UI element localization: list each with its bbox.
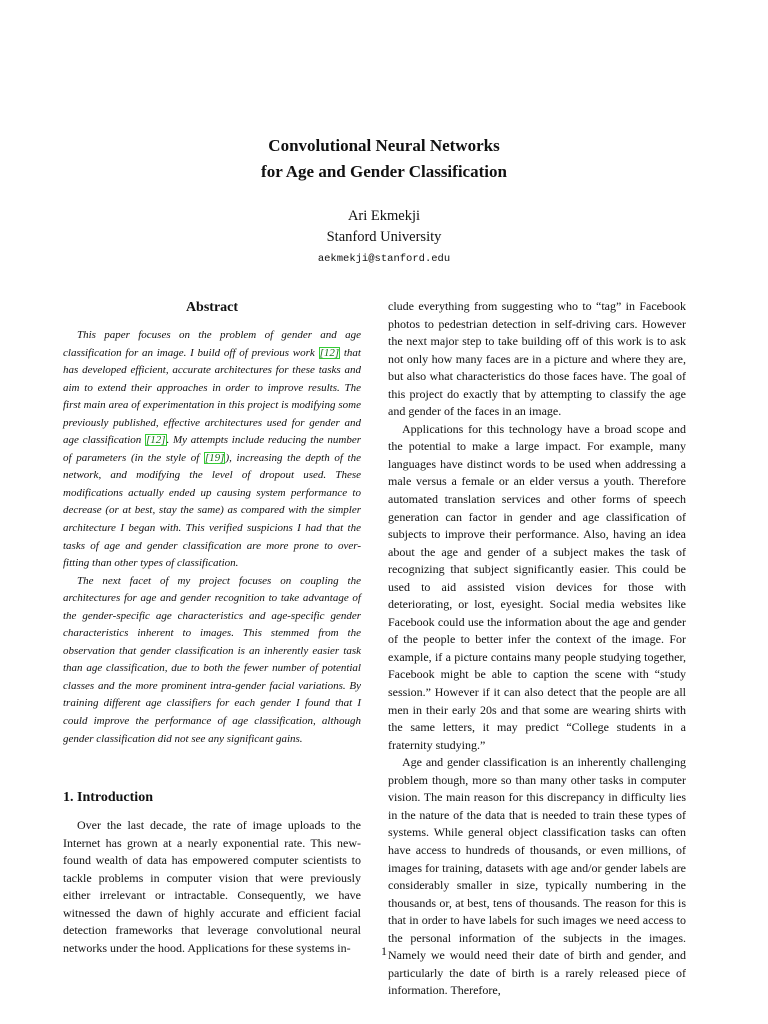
abstract-paragraph-1: This paper focuses on the problem of gender and age classification for an image. I build off of previous work [12] that has developed efficient, accurate architectures for these tasks and aim to extend their approaches in order to improve results. The first main area of experimentation in this project is modifying some previously published, effective architectures used for gender and age classification [12]. My attempts include reducing the number of parameters (in the style of [19]), increasing the depth of the network, and modifying the level of dropout used. These modifications actually ended up causing system performance to decrease (or at best, stay the same) as compared with the simpler architecture I began with. This verified suspicions I had that the tasks of age and gender classification are more prone to over-fitting than other types of classification. — [63, 329, 362, 570]
citation-link-19[interactable]: [19] — [204, 451, 225, 464]
introduction-paragraph-3: Age and gender classification is an inherently challenging problem though, more so than many other tasks in computer vision. The main reason for this discrepancy in difficulty lies in the nature of the data that is needed to train these types of systems. While general object classification tasks can often have access to hundreds of thousands, or even millions, of images for training, datasets with age and/or gender labels are considerably smaller in size, typically numbering in the thousands or, at best, tens of thousands. The reason for this is that in order to have labels for such images we need access to the personal information of the subjects in the images. Namely we would need their date of birth and gender, and particularly the date of birth is a rarely released piece of information. Therefore, — [388, 755, 686, 998]
right-column — [388, 298, 686, 1000]
introduction-paragraph-1-continued: clude everything from suggesting who to “tag” in Facebook photos to pedestrian detection in self-driving cars. However the next major step to take building off of this work is to ask not only how many faces are in a picture and where they are, but also what characteristics do those faces have. The goal of this project do exactly that by attempting to classify the age and gender of the faces in an image. — [388, 299, 686, 419]
introduction-paragraph-1: Over the last decade, the rate of image uploads to the Internet has grown at a nearly exponential rate. This new-found wealth of data has empowered computer scientists to tackle problems in computer vision that were previously either irrelevant or intractable. Consequently, we have witnessed the dawn of highly accurate and efficient facial detection frameworks that leverage convolutional neural networks under the hood. Applications for these systems in- — [63, 818, 361, 955]
abstract-paragraph-2: The next facet of my project focuses on coupling the architectures for age and gender recognition to take advantage of the gender-specific age characteristics and age-specific gender characteristics inherent to images. This stemmed from the observation that gender classification is an inherently easier task than age classification, due to both the fewer number of potential classes and the more prominent intra-gender facial variations. By training different age classifiers for each gender I found that I could improve the performance of age classification, although gender classification did not see any significant gains. — [63, 574, 361, 745]
title-line-1: Convolutional Neural Networks — [268, 136, 500, 155]
author-block — [0, 206, 768, 268]
title-line-2: for Age and Gender Classification — [261, 162, 507, 181]
author-name: Ari Ekmekji — [347, 208, 421, 224]
introduction-heading: 1. Introduction — [63, 790, 153, 806]
abstract-section — [63, 298, 361, 748]
introduction-section — [63, 788, 361, 957]
citation-link-12[interactable]: [12] — [319, 346, 340, 359]
citation-link-12[interactable]: [12] — [145, 434, 166, 447]
abstract-heading: Abstract — [185, 300, 239, 315]
introduction-paragraph-2: Applications for this technology have a broad scope and the potential to make a large impact. For example, many languages have distinct words to be used when addressing a male versus a female or an elder versus a youth. Therefore automated translation services and other forms of speech generation can factor in gender and age classification of subjects to improve their performance. Also, having an idea about the age and gender of a subject makes the task of recognizing that subject significantly easier. This could be used to aid assisted vision devices for those with deteriorating, or lost, eyesight. Social media websites like Facebook could use the information about the age and gender of the people to better infer the context of the image. For example, if a picture contains many people studying together, Facebook might be able to caption the scene with “study session.” However if it can also detect that the people are all men in their early 20s and that some are wearing shirts with the same letters, it may predict “College students in a fraternity studying.” — [388, 421, 686, 752]
page-number: 1 — [381, 944, 387, 958]
author-affiliation: Stanford University — [326, 229, 442, 245]
paper-title — [0, 133, 768, 185]
left-column — [63, 298, 361, 958]
author-email: aekmekji@stanford.edu — [317, 253, 451, 265]
